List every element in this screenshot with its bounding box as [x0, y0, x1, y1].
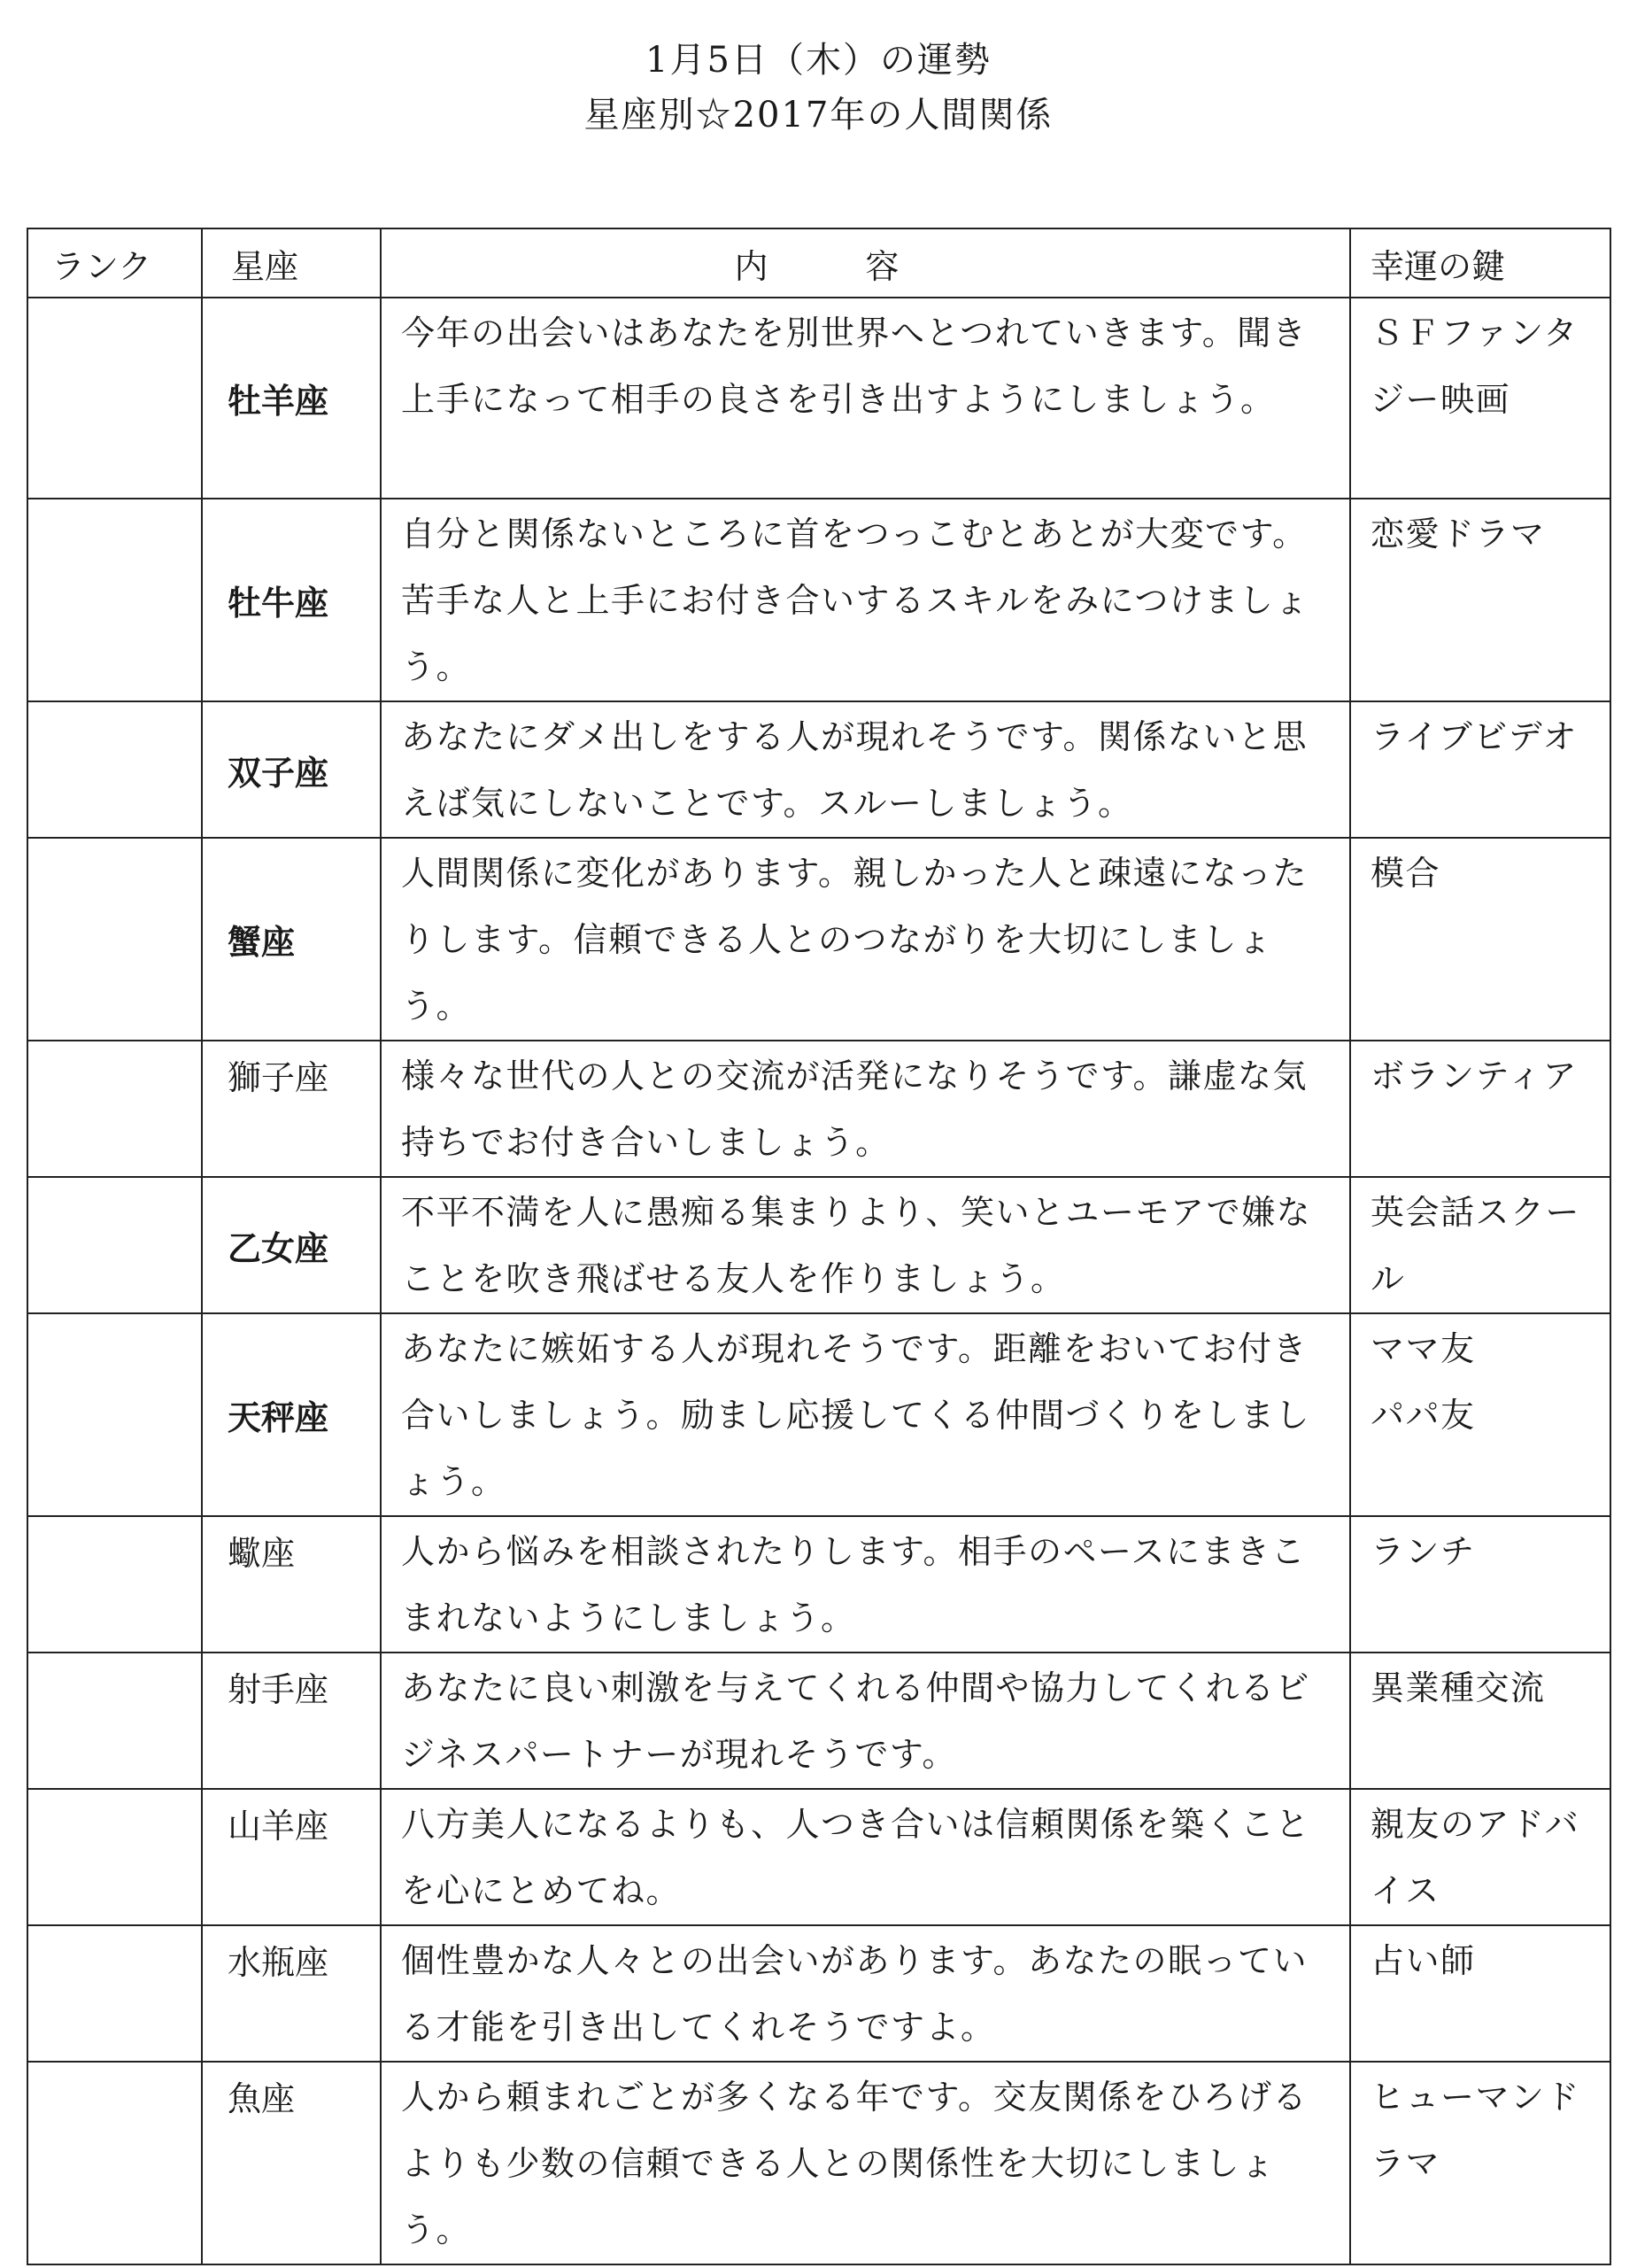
table-row	[27, 1177, 1610, 1313]
lucky-key-cell: ママ友 パパ友	[1350, 1313, 1610, 1516]
lucky-key-cell: ライブビデオ	[1350, 701, 1610, 838]
fortune-content-cell: あなたに嫉妬する人が現れそうです。距離をおいてお付き合いしましょう。励まし応援してくる仲間づくりをしましょう。	[381, 1313, 1350, 1516]
fortune-content-cell: 人間関係に変化があります。親しかった人と疎遠になったりします。信頼できる人とのつながりを大切にしましょう。	[381, 838, 1350, 1041]
table-row	[27, 298, 1610, 499]
rank-cell	[27, 1041, 202, 1177]
fortune-content-cell: 八方美人になるよりも、人つき合いは信頼関係を築くことを心にとめてね。	[381, 1789, 1350, 1925]
rank-cell	[27, 701, 202, 838]
table-row	[27, 1925, 1610, 2062]
table-row	[27, 2062, 1610, 2264]
fortune-content-cell: あなたにダメ出しをする人が現れそうです。関係ないと思えば気にしないことです。スルーしましょう。	[381, 701, 1350, 838]
fortune-content-cell: 自分と関係ないところに首をつっこむとあとが大変です。苦手な人と上手にお付き合いするスキルをみにつけましょう。	[381, 499, 1350, 701]
zodiac-sign-cell: 蟹座	[202, 838, 381, 1041]
lucky-key-cell: ランチ	[1350, 1516, 1610, 1653]
page-title: 1月5日（木）の運勢	[645, 40, 992, 81]
zodiac-sign-cell: 射手座	[202, 1653, 381, 1789]
fortune-content-cell: 人から悩みを相談されたりします。相手のペースにまきこまれないようにしましょう。	[381, 1516, 1350, 1653]
lucky-key-cell: 親友のアドバイス	[1350, 1789, 1610, 1925]
header-lucky-key: 幸運の鍵	[1350, 228, 1610, 298]
rank-cell	[27, 499, 202, 701]
zodiac-sign-cell: 水瓶座	[202, 1925, 381, 2062]
fortune-content-cell: 個性豊かな人々との出会いがあります。あなたの眠っている才能を引き出してくれそうですよ。	[381, 1925, 1350, 2062]
lucky-key-cell: ボランティア	[1350, 1041, 1610, 1177]
page-header	[0, 35, 1637, 145]
table-row	[27, 499, 1610, 701]
table-row	[27, 1041, 1610, 1177]
table-row	[27, 838, 1610, 1041]
rank-cell	[27, 1313, 202, 1516]
zodiac-sign-cell: 双子座	[202, 701, 381, 838]
rank-cell	[27, 1516, 202, 1653]
fortune-content-cell: 不平不満を人に愚痴る集まりより、笑いとユーモアで嫌なことを吹き飛ばせる友人を作りましょう。	[381, 1177, 1350, 1313]
zodiac-sign-cell: 牡牛座	[202, 499, 381, 701]
rank-cell	[27, 1177, 202, 1313]
table-row	[27, 1653, 1610, 1789]
zodiac-sign-cell: 獅子座	[202, 1041, 381, 1177]
rank-cell	[27, 1789, 202, 1925]
rank-cell	[27, 838, 202, 1041]
header-sign: 星座	[202, 228, 381, 298]
zodiac-sign-cell: 牡羊座	[202, 298, 381, 499]
table-row	[27, 701, 1610, 838]
rank-cell	[27, 298, 202, 499]
table-body	[27, 298, 1610, 2264]
fortune-content-cell: 今年の出会いはあなたを別世界へとつれていきます。聞き上手になって相手の良さを引き出すようにしましょう。	[381, 298, 1350, 499]
fortune-content-cell: 人から頼まれごとが多くなる年です。交友関係をひろげるよりも少数の信頼できる人との関係性を大切にしましょう。	[381, 2062, 1350, 2264]
zodiac-sign-cell: 山羊座	[202, 1789, 381, 1925]
table-row	[27, 1516, 1610, 1653]
fortune-content-cell: 様々な世代の人との交流が活発になりそうです。謙虚な気持ちでお付き合いしましょう。	[381, 1041, 1350, 1177]
table-row	[27, 1313, 1610, 1516]
lucky-key-cell: ヒューマンドラマ	[1350, 2062, 1610, 2264]
header-rank: ランク	[27, 228, 202, 298]
header-content: 内容	[381, 228, 1350, 298]
lucky-key-cell: 恋愛ドラマ	[1350, 499, 1610, 701]
zodiac-sign-cell: 天秤座	[202, 1313, 381, 1516]
zodiac-sign-cell: 蠍座	[202, 1516, 381, 1653]
fortune-table	[27, 228, 1611, 2265]
rank-cell	[27, 1653, 202, 1789]
lucky-key-cell: 模合	[1350, 838, 1610, 1041]
rank-cell	[27, 1925, 202, 2062]
zodiac-sign-cell: 魚座	[202, 2062, 381, 2264]
fortune-content-cell: あなたに良い刺激を与えてくれる仲間や協力してくれるビジネスパートナーが現れそうです。	[381, 1653, 1350, 1789]
rank-cell	[27, 2062, 202, 2264]
zodiac-sign-cell: 乙女座	[202, 1177, 381, 1313]
lucky-key-cell: ＳＦファンタジー映画	[1350, 298, 1610, 499]
lucky-key-cell: 英会話スクール	[1350, 1177, 1610, 1313]
lucky-key-cell: 占い師	[1350, 1925, 1610, 2062]
page-subtitle: 星座別☆2017年の人間関係	[583, 95, 1054, 135]
lucky-key-cell: 異業種交流	[1350, 1653, 1610, 1789]
table-header-row	[27, 228, 1610, 298]
table-row	[27, 1789, 1610, 1925]
